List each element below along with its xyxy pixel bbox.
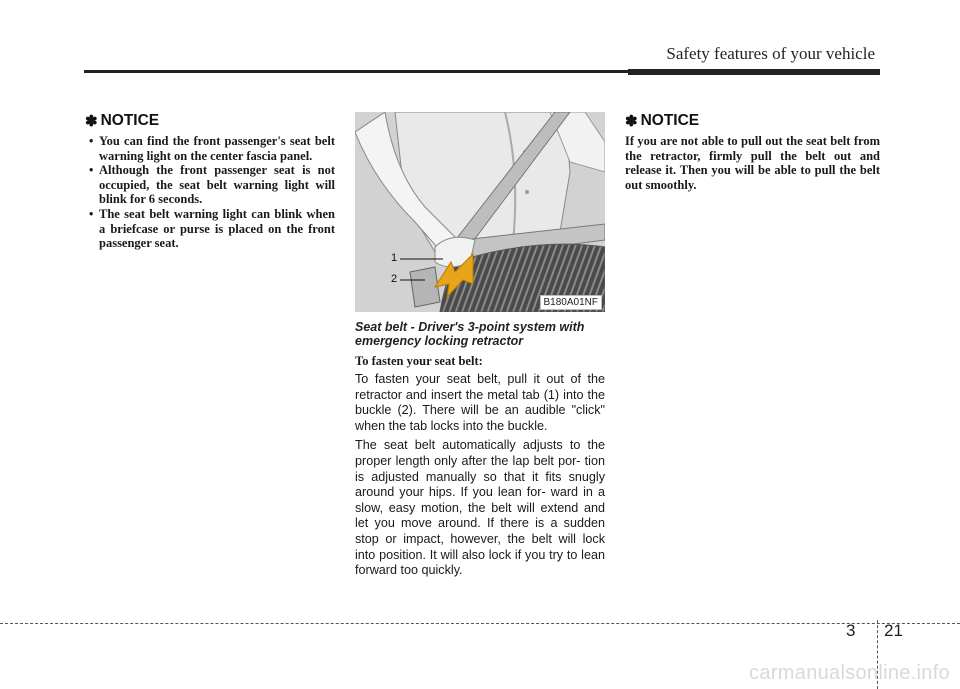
list-item: • You can find the front passenger's seat belt warning light on the center fascia panel.	[89, 134, 335, 163]
right-notice-title	[625, 112, 880, 130]
page-header-title: Safety features of your vehicle	[666, 44, 875, 63]
right-notice-body: If you are not able to pull out the seat belt from the retractor, firmly pull the belt out and release it. Then you will be able to pull the belt out smoothly.	[625, 134, 880, 192]
right-notice-title-text: NOTICE	[640, 112, 700, 129]
left-notice-title	[85, 112, 335, 130]
fasten-paragraph-2: The seat belt automatically adjusts to the proper length only after the lap belt por- tion is adjusted manually so that it fits snugly around your hips. If you lean for- ward in a slow, easy motion, the belt will extend and let you move around. If there is a sudden stop or impact, however, the belt will lock into position. It will also lock if you try to lean forward too quickly.	[355, 438, 605, 578]
list-item: • The seat belt warning light can blink when a briefcase or purse is placed on the front passenger seat.	[89, 206, 335, 251]
header-rule-accent	[628, 69, 880, 75]
chapter-number: 3	[846, 621, 856, 640]
footer-rule	[0, 623, 960, 624]
left-notice-title-text: NOTICE	[100, 112, 160, 129]
seat-belt-section	[355, 112, 605, 583]
fasten-subheading: To fasten your seat belt:	[355, 354, 483, 368]
right-notice	[625, 112, 880, 192]
left-notice-bullets	[85, 134, 335, 251]
left-notice	[85, 112, 335, 251]
seat-belt-illustration	[355, 112, 605, 312]
figure-label-tab: 1	[391, 252, 398, 264]
notice-star-icon: ✽	[85, 113, 98, 130]
fasten-paragraph-1: To fasten your seat belt, pull it out of the retractor and insert the metal tab (1) into the buckle (2). There will be an audible "click" when the tab locks into the buckle.	[355, 372, 605, 433]
watermark: carmanualsonline.info	[749, 662, 950, 684]
list-item: • Although the front passenger seat is not occupied, the seat belt warning light will blink for 6 seconds.	[89, 163, 335, 207]
figure-caption: Seat belt - Driver's 3-point system with emergency locking retractor	[355, 320, 585, 348]
page-number: 21	[884, 621, 903, 640]
figure-code: B180A01NF	[540, 295, 602, 310]
notice-star-icon: ✽	[625, 113, 638, 130]
figure-label-buckle: 2	[391, 273, 398, 285]
